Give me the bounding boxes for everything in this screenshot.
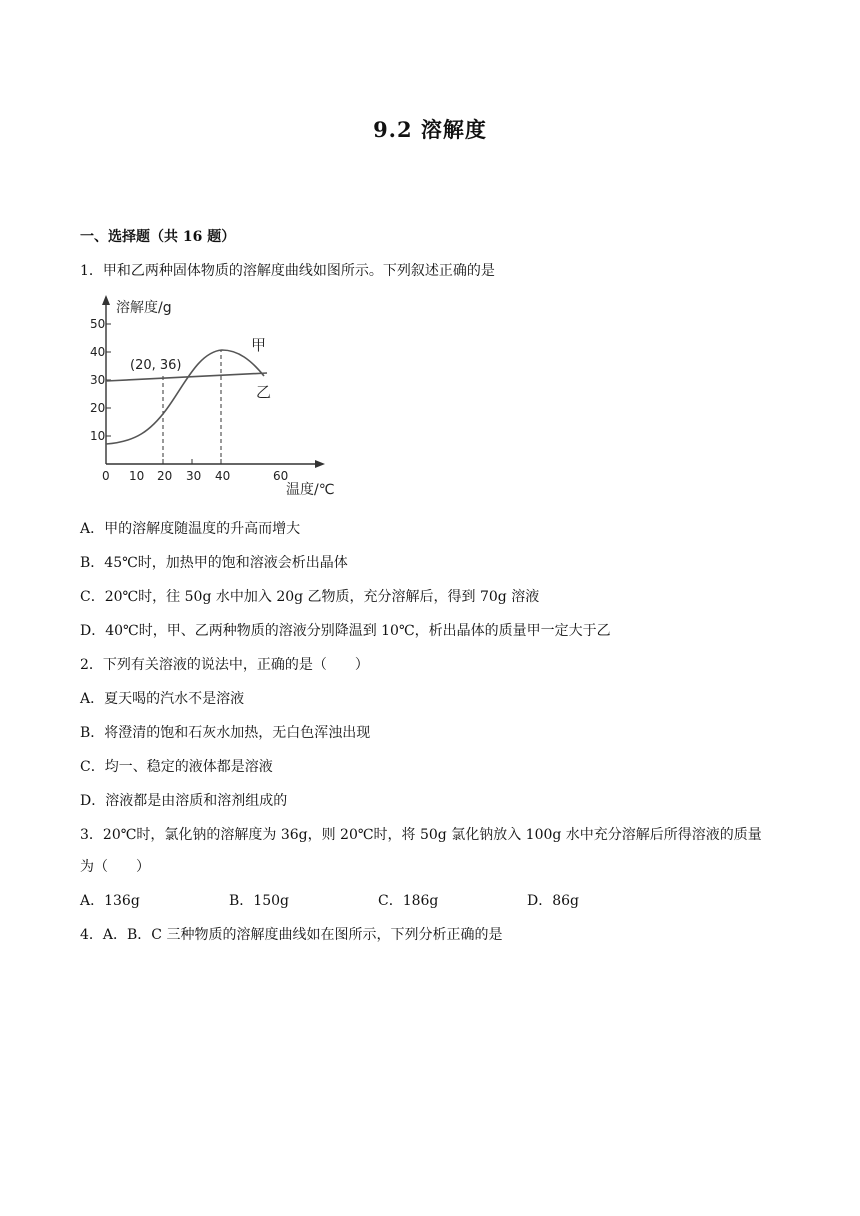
question-3-stem-cont: 为（ ） [80, 859, 150, 875]
y-tick-label: 30 [90, 373, 106, 387]
question-4-stem: 4．A．B．C 三种物质的溶解度曲线如在图所示，下列分析正确的是 [80, 927, 503, 943]
y-axis-label: 溶解度/g [116, 300, 172, 316]
question-3-option-d: D．86g [527, 893, 580, 909]
question-1-option-d: D．40℃时，甲、乙两种物质的溶液分别降温到 10℃，析出晶体的质量甲一定大于乙 [80, 623, 611, 639]
x-tick-label: 20 [157, 469, 173, 483]
curve-label-yi: 乙 [256, 383, 272, 401]
x-tick-label: 40 [215, 469, 231, 483]
page-title: 9.2 溶解度 [373, 117, 487, 142]
x-axis-arrow [315, 460, 325, 468]
question-2-option-b: B．将澄清的饱和石灰水加热，无白色浑浊出现 [80, 725, 371, 741]
question-1-option-b: B．45℃时，加热甲的饱和溶液会析出晶体 [80, 555, 348, 571]
question-3-option-b: B．150g [229, 893, 289, 909]
section-heading: 一、选择题（共 16 题） [80, 229, 236, 245]
y-axis-arrow [102, 295, 110, 305]
question-3-option-a: A．136g [80, 893, 140, 909]
question-2-option-c: C．均一、稳定的液体都是溶液 [80, 759, 273, 775]
point-label: (20, 36) [130, 358, 182, 373]
question-2-option-d: D．溶液都是由溶质和溶剂组成的 [80, 793, 288, 809]
y-tick-label: 10 [90, 429, 106, 443]
x-tick-label: 10 [129, 469, 145, 483]
y-tick-label: 40 [90, 345, 106, 359]
solubility-chart [86, 292, 336, 502]
question-1-stem: 1．甲和乙两种固体物质的溶解度曲线如图所示。下列叙述正确的是 [80, 263, 495, 279]
question-1-option-a: A．甲的溶解度随温度的升高而增大 [80, 521, 301, 537]
question-3-option-c: C．186g [378, 893, 439, 909]
question-1-option-c: C．20℃时，往 50g 水中加入 20g 乙物质，充分溶解后，得到 70g 溶液 [80, 589, 540, 605]
curve-label-jia: 甲 [251, 336, 267, 354]
y-tick-label: 50 [90, 317, 106, 331]
x-tick-label: 60 [273, 469, 289, 483]
y-tick-label: 20 [90, 401, 106, 415]
question-2-stem: 2．下列有关溶液的说法中，正确的是（ ） [80, 657, 369, 673]
x-tick-label: 0 [102, 469, 110, 483]
question-3-stem: 3．20℃时，氯化钠的溶解度为 36g，则 20℃时，将 50g 氯化钠放入 100g 水中充分溶解后所得溶液的质量 [80, 827, 762, 843]
question-2-option-a: A．夏天喝的汽水不是溶液 [80, 691, 245, 707]
x-axis-label: 温度/℃ [286, 482, 335, 498]
x-tick-label: 30 [186, 469, 202, 483]
